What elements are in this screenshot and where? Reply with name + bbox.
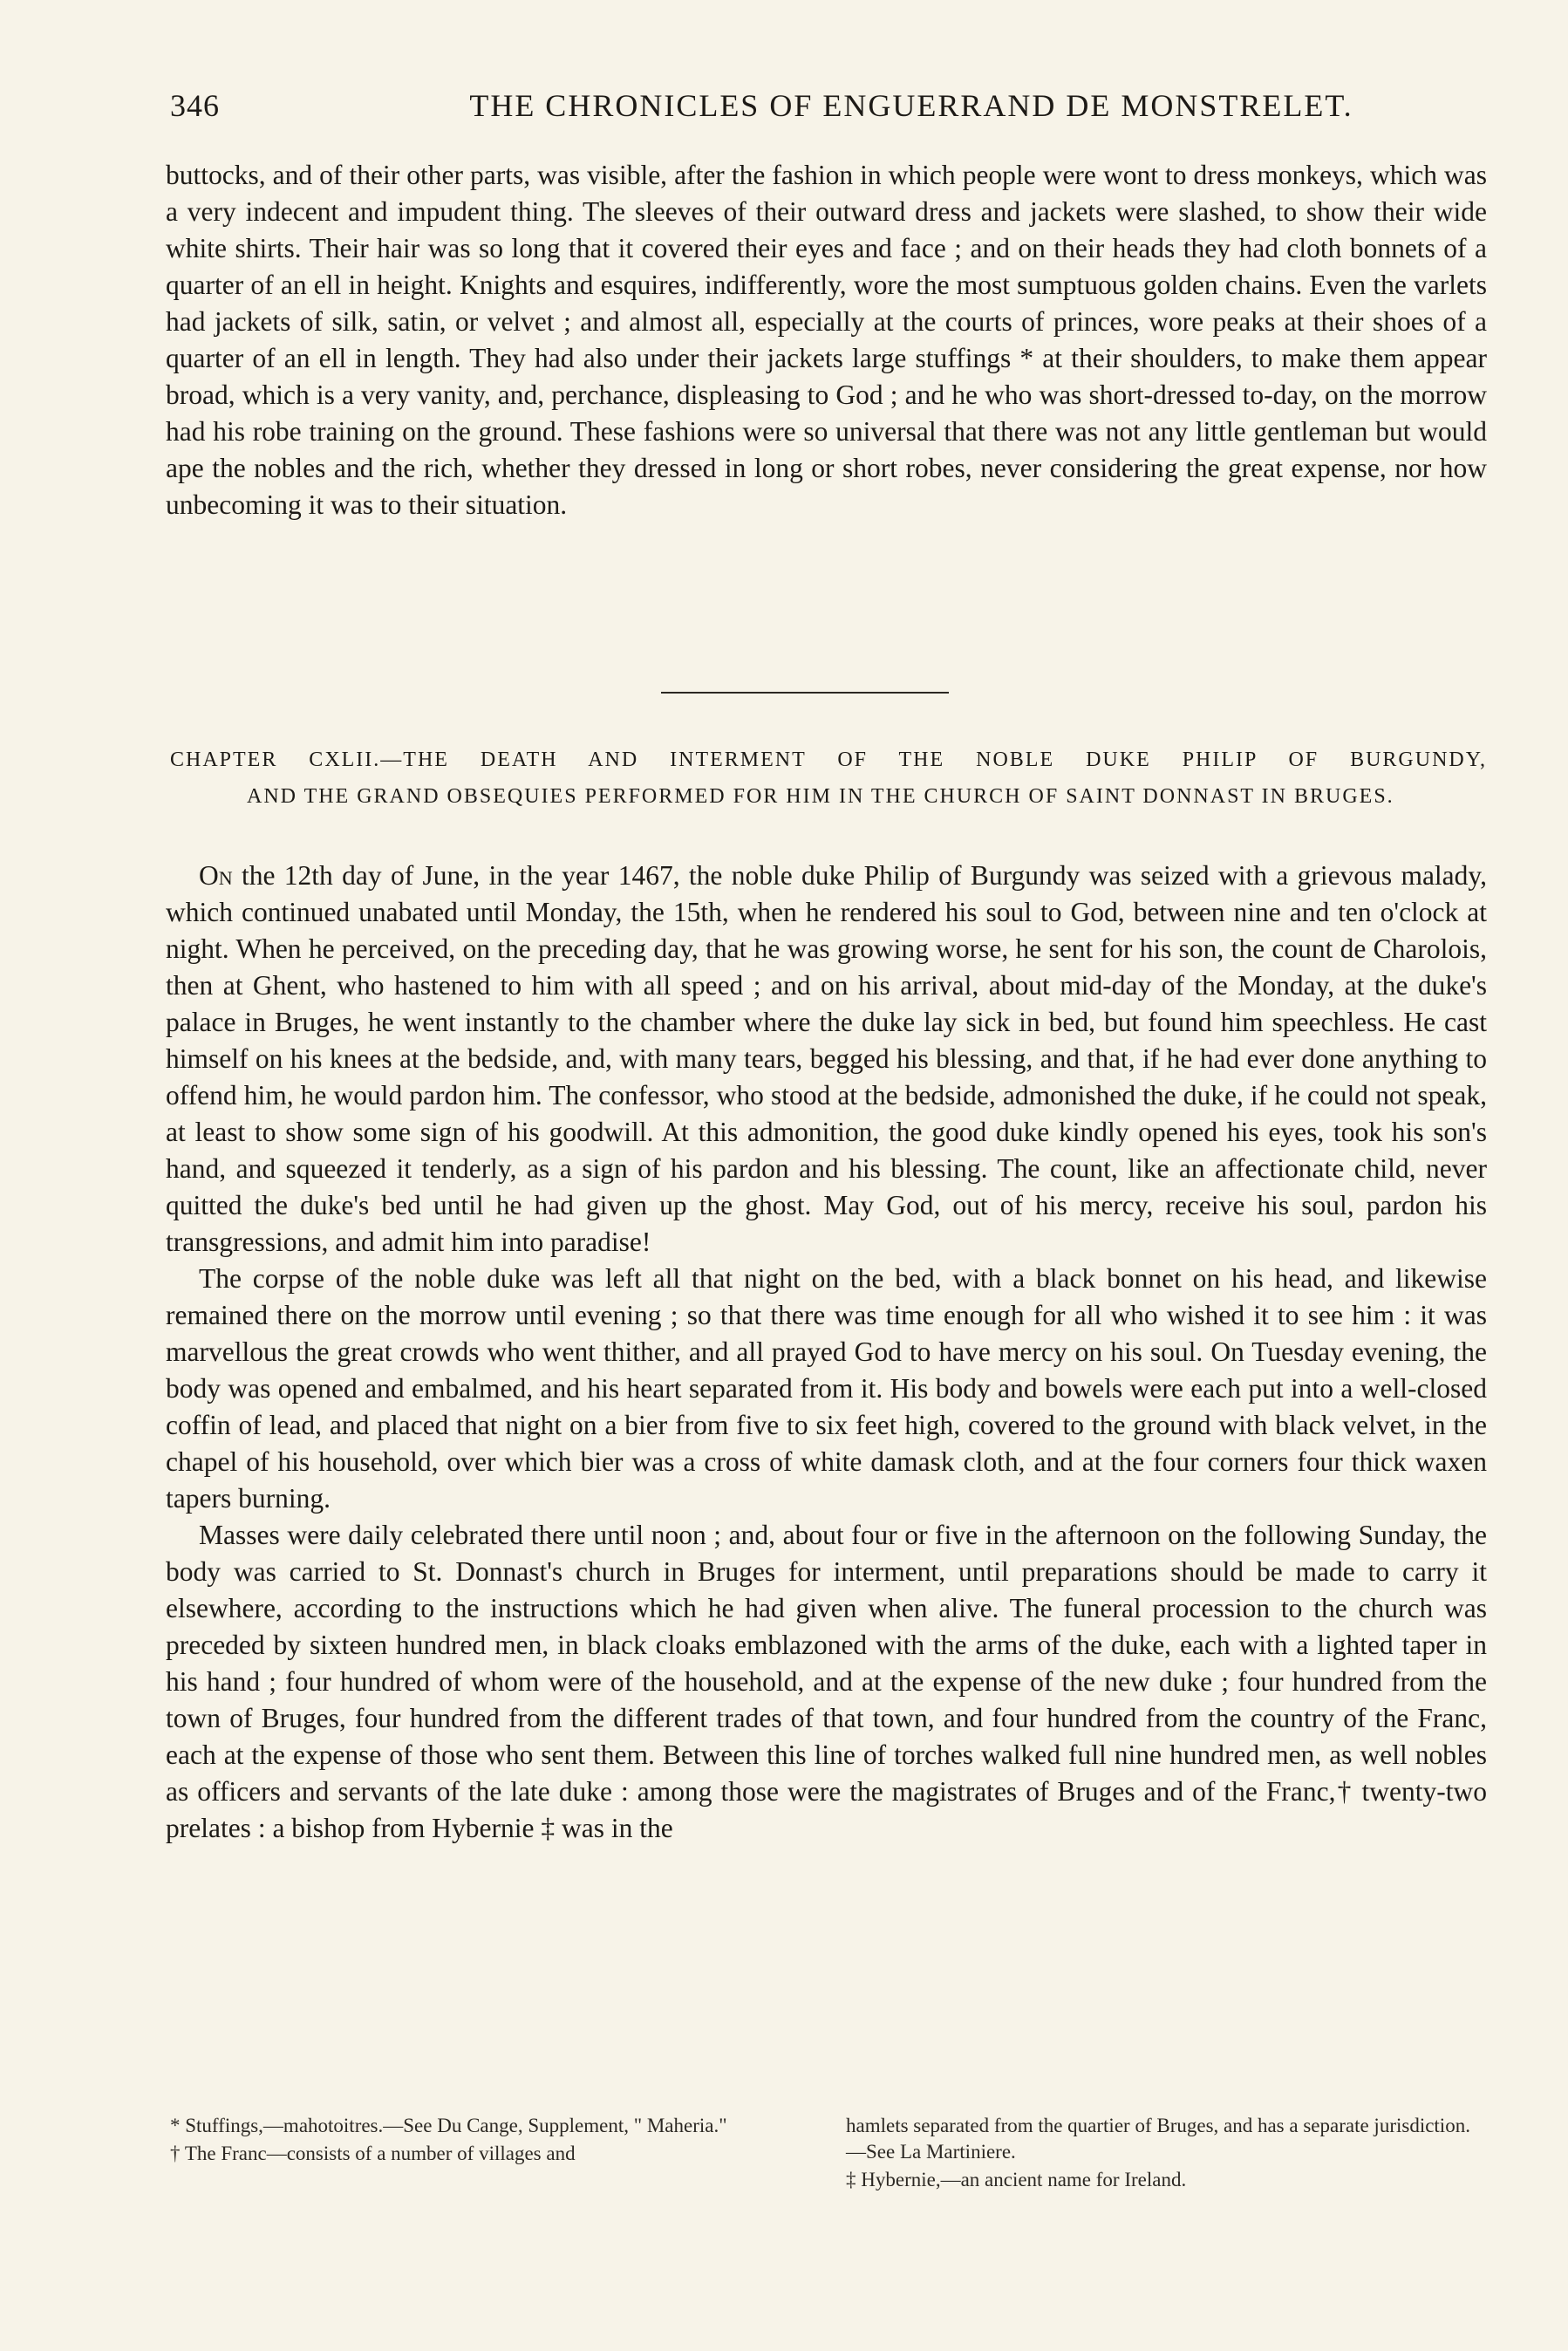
- footnotes-right-column: [846, 2113, 1487, 2195]
- chapter-body: [166, 858, 1487, 1847]
- chapter-heading-line-1: CHAPTER CXLII.—THE DEATH AND INTERMENT OF THE NOBLE DUKE PHILIP OF BURGUNDY,: [170, 748, 1487, 771]
- footnote-franc: † The Franc—consists of a number of villages and: [170, 2143, 576, 2164]
- paragraph-2: The corpse of the noble duke was left all that night on the bed, with a black bonnet on his head, and likewise remained there on the morrow until evening ; so that there was time enough for all who wished it to see him : it was marvellous the great crowds who went thither, and all prayed God to have mercy on his soul. On Tuesday evening, the body was opened and embalmed, and his heart separated from it. His body and bowels were each put into a well-closed coffin of lead, and placed that night on a bier from five to six feet high, covered to the ground with black velvet, in the chapel of his household, over which bier was a cross of white damask cloth, and at the four corners four thick waxen tapers burning.: [166, 1263, 1487, 1514]
- chapter-heading: [170, 742, 1487, 815]
- paragraph-1: [166, 858, 1487, 1261]
- section-divider: [661, 692, 949, 694]
- footnotes: [170, 2113, 1487, 2195]
- chapter-heading-line-2: AND THE GRAND OBSEQUIES PERFORMED FOR HIM IN THE CHURCH OF SAINT DONNAST IN BRUGES.: [247, 785, 1394, 808]
- paragraph-1-opening-word: On: [199, 860, 233, 891]
- page-header: [170, 87, 1496, 140]
- paragraph-1-text: the 12th day of June, in the year 1467, the noble duke Philip of Burgundy was seized with a grievous malady, which continued unabated until Monday, the 15th, when he rendered his soul to God, between nine and ten o'clock at night. When he perceived, on the preceding day, that he was growing worse, he sent for his son, the count de Charolois, then at Ghent, who hastened to him with all speed ; and on his arrival, about mid-day of the Monday, at the duke's palace in Bruges, he went instantly to the chamber where the duke lay sick in bed, but found him speechless. He cast himself on his knees at the bedside, and, with many tears, begged his blessing, and that, if he had ever done anything to offend him, he would pardon him. The confessor, who stood at the bedside, admonished the duke, if he could not speak, at least to show some sign of his goodwill. At this admonition, the good duke kindly opened his eyes, took his son's hand, and squeezed it tenderly, as a sign of his pardon and his blessing. The count, like an affectionate child, never quitted the duke's bed until he had given up the ghost. May God, out of his mercy, receive his soul, pardon his transgressions, and admit him into paradise!: [166, 860, 1487, 1257]
- footnotes-left-column: [170, 2113, 811, 2195]
- intro-paragraph-block: [166, 157, 1487, 523]
- footnote-hybernie: ‡ Hybernie,—an ancient name for Ireland.: [846, 2169, 1187, 2190]
- footnote-franc-continued: hamlets separated from the quartier of Bruges, and has a separate jurisdiction.—See La Martiniere.: [846, 2115, 1470, 2163]
- running-title: THE CHRONICLES OF ENGUERRAND DE MONSTRELET.: [469, 88, 1353, 123]
- page-number: 346: [170, 88, 220, 123]
- intro-paragraph: buttocks, and of their other parts, was visible, after the fashion in which people were wont to dress monkeys, which was a very indecent and impudent thing. The sleeves of their outward dress and jackets were slashed, to show their wide white shirts. Their hair was so long that it covered their eyes and face ; and on their heads they had cloth bonnets of a quarter of an ell in height. Knights and esquires, indifferently, wore the most sumptuous golden chains. Even the varlets had jackets of silk, satin, or velvet ; and almost all, especially at the courts of princes, wore peaks at their shoes of a quarter of an ell in length. They had also under their jackets large stuffings * at their shoulders, to make them appear broad, which is a very vanity, and, perchance, displeasing to God ; and he who was short-dressed to-day, on the morrow had his robe training on the ground. These fashions were so universal that there was not any little gentleman but would ape the nobles and the rich, whether they dressed in long or short robes, never considering the great expense, nor how unbecoming it was to their situation.: [166, 160, 1487, 520]
- footnote-stuffings: * Stuffings,—mahotoitres.—See Du Cange, Supplement, " Maheria.": [170, 2115, 727, 2136]
- paragraph-3: Masses were daily celebrated there until noon ; and, about four or five in the afternoon on the following Sunday, the body was carried to St. Donnast's church in Bruges for interment, until preparations should be made to carry it elsewhere, according to the instructions which he had given when alive. The funeral procession to the church was preceded by sixteen hundred men, in black cloaks emblazoned with the arms of the duke, each with a lighted taper in his hand ; four hundred of whom were of the household, and at the expense of the new duke ; four hundred from the town of Bruges, four hundred from the different trades of that town, and four hundred from the country of the Franc, each at the expense of those who sent them. Between this line of torches walked full nine hundred men, as well nobles as officers and servants of the late duke : among those were the magistrates of Bruges and of the Franc,† twenty-two prelates : a bishop from Hybernie ‡ was in the: [166, 1520, 1487, 1843]
